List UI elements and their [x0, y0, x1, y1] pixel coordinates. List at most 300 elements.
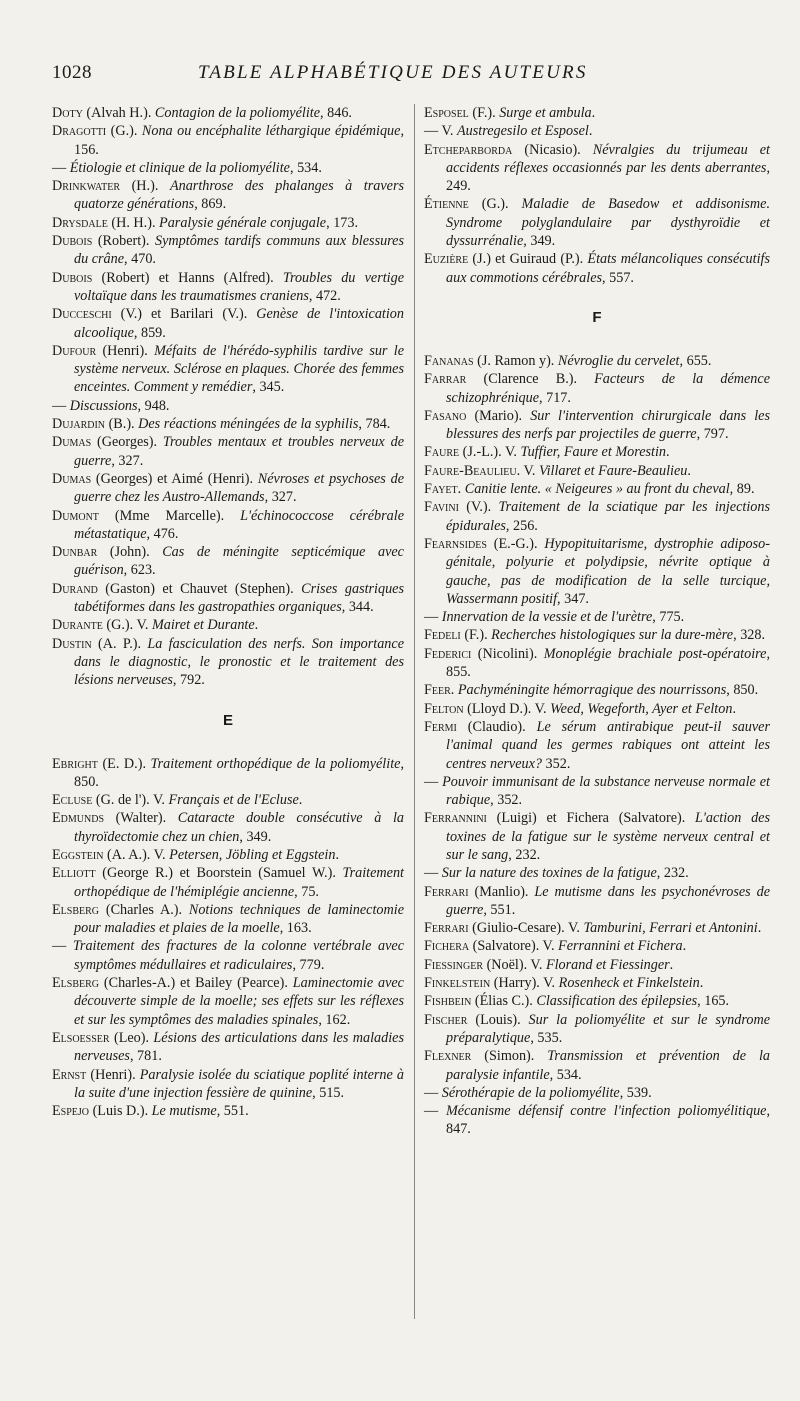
author-details: (Lloyd D.). V.: [463, 700, 551, 717]
index-entry: [52, 791, 404, 809]
work-title: Français et de l'Ecluse: [168, 792, 299, 809]
author-details: (George R.) et Boorstein (Samuel W.).: [95, 865, 343, 882]
author-details: V.: [438, 123, 457, 140]
author-details: (H. H.).: [107, 214, 160, 231]
work-title: Étiologie et clinique de la poliomyélite: [69, 159, 290, 176]
author-details: (G.).: [106, 123, 142, 140]
page-reference: .: [687, 462, 691, 479]
work-title: Cataracte double consécutive à la thyroïdectomie chez un chien: [74, 810, 404, 845]
author-name: Esposel: [424, 105, 469, 121]
work-title: Monoplégie brachiale post-opératoire: [543, 645, 767, 662]
author-name: Ducceschi: [52, 306, 112, 323]
author-name: Finkelstein: [424, 975, 491, 992]
author-details: (Luis D.).: [89, 1103, 152, 1120]
page-reference: , 156.: [74, 123, 404, 158]
page-reference: , 328.: [733, 627, 766, 644]
work-title: Innervation de la vessie et de l'urètre: [441, 609, 653, 626]
work-title: Rosenheck et Finkelstein: [558, 975, 700, 992]
work-title: Genèse de l'intoxication alcoolique: [74, 306, 404, 341]
index-entry: [424, 681, 770, 699]
page-reference: , 472.: [308, 287, 341, 304]
page-number: 1028: [52, 62, 92, 83]
author-details: (F.).: [468, 105, 500, 121]
author-name: —: [52, 397, 67, 414]
work-title: Sur l'intervention chirurgicale dans les blessures des nerfs par projectiles de guerre: [446, 407, 770, 443]
author-details: (H.).: [120, 178, 170, 195]
author-name: Elsberg: [52, 901, 100, 918]
author-details: (E.-G.).: [486, 535, 545, 552]
work-title: Florand et Fiessinger: [545, 956, 670, 973]
author-details: (Gaston) et Chauvet (Stephen).: [97, 580, 302, 597]
index-entry: [52, 269, 404, 306]
work-title: Classification des épilepsies: [536, 993, 698, 1010]
index-entry: [424, 141, 770, 196]
index-entry: [424, 937, 770, 955]
index-entry: [424, 104, 770, 122]
index-entry: [52, 755, 404, 792]
page-reference: , 784.: [358, 416, 391, 433]
author-name: Drinkwater: [52, 178, 121, 195]
author-details: .: [457, 481, 465, 498]
author-name: Felton: [424, 700, 464, 717]
index-entry: [424, 608, 770, 626]
author-details: (G.).: [468, 196, 522, 213]
index-entry: [52, 433, 404, 470]
author-name: Fayet: [424, 481, 458, 498]
author-name: Etcheparborda: [424, 141, 513, 158]
author-name: —: [424, 609, 439, 626]
author-name: —: [424, 123, 439, 140]
author-details: (B.).: [105, 416, 139, 433]
page-reference: , 775.: [652, 609, 685, 626]
author-details: (Louis).: [467, 1011, 529, 1028]
index-entry: [52, 507, 404, 544]
author-name: Drysdale: [52, 214, 108, 231]
index-entry: [424, 974, 770, 992]
author-details: (John).: [97, 544, 163, 561]
author-details: [66, 938, 73, 954]
index-entry: [424, 919, 770, 937]
index-entry: [424, 443, 770, 461]
page-reference: .: [666, 444, 670, 461]
index-entry: [52, 104, 404, 122]
page-reference: .: [757, 920, 762, 937]
author-details: (Noël). V.: [483, 956, 546, 973]
work-title: Névroses et psychoses de guerre chez les Austro-Allemands: [74, 470, 404, 506]
page-reference: .: [669, 956, 674, 973]
author-name: Favini: [424, 499, 459, 516]
page-reference: , 327.: [111, 452, 144, 469]
author-name: Fiessinger: [424, 956, 484, 973]
author-name: Ernst: [52, 1066, 87, 1083]
work-title: Transmission et prévention de la paralysie infantile: [446, 1048, 770, 1083]
work-title: Laminectomie avec découverte simple de la moelle; ses effets sur les réflexes et sur les symptômes des maladies spinales: [74, 975, 404, 1028]
author-details: (F.).: [460, 627, 492, 644]
author-name: Feer: [424, 682, 451, 699]
index-entry: [424, 1084, 770, 1102]
running-title: TABLE ALPHABÉTIQUE DES AUTEURS: [198, 62, 588, 83]
work-title: Surge et ambula: [499, 105, 592, 121]
index-entry: [52, 937, 404, 974]
work-title: Cas de méningite septicémique avec guérison: [74, 544, 404, 579]
right-column: [424, 104, 770, 1139]
author-details: (A. P.).: [91, 635, 148, 652]
work-title: Symptômes tardifs communs aux blessures du crâne: [74, 233, 404, 268]
page-reference: , 846.: [320, 105, 352, 121]
page-reference: , 855.: [446, 645, 770, 681]
work-title: Névroglie du cervelet: [557, 352, 680, 369]
author-name: Ecluse: [52, 792, 93, 809]
author-details: (Mario).: [466, 407, 531, 424]
author-name: Farrar: [424, 371, 467, 388]
index-entry: [52, 846, 404, 864]
author-details: (J. Ramon y).: [473, 352, 558, 369]
author-name: Dumont: [52, 507, 99, 524]
page-reference: , 515.: [312, 1084, 345, 1101]
page-reference: , 89.: [729, 481, 755, 498]
page-reference: , 165.: [697, 993, 730, 1010]
author-name: Edmunds: [52, 810, 105, 827]
index-entry: [52, 1029, 404, 1066]
author-details: (Georges).: [91, 434, 163, 451]
author-name: Dunbar: [52, 544, 98, 561]
author-details: (Simon).: [471, 1048, 548, 1065]
author-name: Fermi: [424, 718, 457, 735]
author-name: Elsoesser: [52, 1029, 110, 1046]
author-details: (J.) et Guiraud (P.).: [468, 251, 588, 268]
work-title: Mairet et Durante: [151, 617, 255, 634]
index-entry: [52, 470, 404, 507]
author-name: —: [424, 773, 439, 790]
work-title: États mélancoliques consécutifs aux commotions cérébrales: [446, 251, 770, 286]
author-name: Fedeli: [424, 627, 461, 644]
page-reference: , 349.: [239, 828, 272, 845]
index-entry: [52, 397, 404, 415]
work-title: Petersen, Jöbling et Eggstein: [169, 846, 336, 863]
page-reference: , 470.: [124, 251, 156, 268]
author-name: Fearnsides: [424, 535, 487, 552]
index-entry: [52, 342, 404, 397]
work-title: Traitement des fractures de la colonne vertébrale avec symptômes médullaires et radiculaires: [72, 938, 405, 973]
author-name: —: [52, 938, 67, 955]
page-reference: , 869.: [194, 196, 227, 213]
page-reference: , 779.: [292, 956, 325, 973]
author-details: (Charles-A.) et Bailey (Pearce).: [99, 975, 293, 992]
index-entry: [424, 626, 770, 644]
page-reference: , 345.: [252, 379, 285, 396]
index-entry: [52, 616, 404, 634]
page-reference: , 847.: [446, 1103, 771, 1138]
author-name: Faure: [424, 444, 460, 461]
author-name: Espejo: [52, 1103, 90, 1120]
page-reference: .: [254, 617, 259, 634]
page-reference: .: [588, 123, 593, 140]
author-details: (Henri).: [96, 342, 155, 359]
index-entry: [424, 122, 770, 140]
page-reference: , 539.: [619, 1084, 652, 1101]
author-details: (Manlio).: [468, 883, 535, 900]
author-details: (E. D.).: [97, 755, 151, 772]
work-title: Troubles du vertige voltaïque dans les traumatismes craniens: [74, 269, 404, 304]
author-details: (Alvah H.).: [82, 105, 155, 121]
work-title: Discussions: [69, 397, 138, 414]
author-details: (Robert) et Hanns (Alfred).: [92, 269, 283, 286]
author-name: Ferrari: [424, 883, 469, 900]
author-details: (Salvatore). V.: [469, 938, 559, 955]
page-reference: , 797.: [696, 426, 729, 443]
work-title: Névralgies du trijumeau et accidents réflexes occasionnés par les dents aberrantes: [446, 141, 770, 176]
page-reference: , 781.: [129, 1048, 162, 1065]
section-letter: F: [592, 308, 602, 326]
page-reference: , 476.: [146, 525, 179, 542]
author-details: (Henri).: [86, 1066, 140, 1083]
index-entry: [424, 864, 770, 882]
page-reference: , 173.: [326, 214, 359, 231]
work-title: Traitement orthopédique de la poliomyélite: [150, 755, 401, 772]
page-reference: , 859.: [133, 324, 166, 341]
page-reference: , 534.: [289, 159, 322, 176]
author-name: Federici: [424, 645, 472, 662]
author-name: Dustin: [52, 635, 92, 652]
author-name: Elsberg: [52, 975, 100, 992]
author-name: Fischer: [424, 1011, 468, 1028]
author-details: (Robert).: [92, 233, 156, 250]
work-title: Recherches histologiques sur la dure-mère: [491, 627, 734, 644]
index-entry: [52, 1066, 404, 1103]
work-title: La fasciculation des nerfs. Son importance dans le diagnostic, le pronostic et le traitement des lésions nerveuses: [74, 635, 404, 689]
page-reference: , 850.: [74, 755, 404, 790]
author-name: —: [424, 865, 439, 882]
index-entry: [424, 535, 770, 608]
page-reference: .: [732, 700, 736, 717]
author-name: Doty: [52, 105, 83, 121]
author-details: (Giulio-Cesare). V.: [468, 920, 584, 937]
index-entry: [424, 700, 770, 718]
page-reference: 352.: [541, 755, 571, 772]
work-title: Nona ou encéphalite léthargique épidémique: [141, 123, 401, 140]
author-name: Dragotti: [52, 123, 107, 140]
index-entry: [52, 974, 404, 1029]
index-entry: [424, 992, 770, 1010]
index-entry: [424, 407, 770, 444]
work-title: Maladie de Basedow et addisonisme. Syndrome polyglandulaire par dysthyroïdie et dyssurrénalie: [446, 196, 770, 250]
author-name: Dubois: [52, 269, 93, 286]
index-entry: [424, 809, 770, 864]
work-title: Le mutisme dans les psychonévroses de guerre: [446, 883, 770, 918]
author-details: (Élias C.).: [471, 993, 537, 1010]
author-name: Dumas: [52, 434, 92, 451]
index-entry: [52, 635, 404, 690]
page-reference: .: [591, 105, 596, 121]
author-name: —: [52, 159, 67, 176]
work-title: Weed, Wegeforth, Ayer et Felton: [550, 700, 733, 717]
page-reference: , 327.: [264, 489, 297, 506]
work-title: Paralysie isolée du sciatique poplité interne à la suite d'une injection fessière de quinine: [74, 1066, 404, 1101]
index-entry: [424, 480, 770, 498]
index-entry: [424, 1011, 770, 1048]
author-name: Dubois: [52, 233, 93, 250]
index-entry: [424, 1102, 770, 1139]
author-name: Flexner: [424, 1048, 472, 1065]
author-details: (Nicolini).: [471, 645, 544, 662]
page-reference: .: [699, 975, 704, 992]
page-reference: , 352.: [490, 792, 523, 809]
author-name: Ferrari: [424, 920, 469, 937]
page-reference: , 551.: [483, 901, 516, 918]
author-name: Faure-Beaulieu: [424, 462, 517, 479]
author-details: (Charles A.).: [99, 901, 189, 918]
page-reference: , 792.: [172, 672, 205, 689]
page-reference: , 551.: [216, 1103, 249, 1120]
index-entry: [52, 214, 404, 232]
page-reference: , 717.: [539, 389, 571, 406]
left-column: [52, 104, 404, 1120]
author-details: (Georges) et Aimé (Henri).: [91, 470, 258, 487]
index-entry: [424, 718, 770, 773]
author-name: —: [424, 1084, 439, 1101]
work-title: Sur la poliomyélite et sur le syndrome préparalytique: [446, 1011, 770, 1046]
author-name: Fananas: [424, 352, 474, 369]
work-title: Pachyméningite hémorragique des nourrissons: [457, 682, 727, 699]
column-divider: [414, 104, 415, 1319]
page-reference: , 349.: [523, 233, 556, 250]
work-title: Lésions des articulations dans les maladies nerveuses: [74, 1029, 404, 1065]
work-title: Le sérum antirabique peut-il sauver l'animal quand les germes rabiques ont atteint les centres nerveux?: [446, 718, 770, 772]
page-reference: , 344.: [341, 599, 374, 616]
work-title: Méfaits de l'hérédo-syphilis tardive sur le système nerveux. Sclérose en plaques. Chorée des femmes enceintes. Comment y remédier: [74, 342, 404, 396]
index-entry: [52, 159, 404, 177]
author-name: Dufour: [52, 342, 97, 359]
page-reference: , 232.: [656, 865, 689, 882]
index-entry: [52, 543, 404, 580]
work-title: Traitement de la sciatique par les injections épidurales: [446, 499, 770, 534]
page-reference: , 162.: [318, 1011, 351, 1028]
page-reference: , 249.: [446, 159, 770, 195]
work-title: Mécanisme défensif contre l'infection poliomyélitique: [445, 1103, 767, 1120]
page-reference: , 557.: [602, 269, 634, 286]
author-details: (Luigi) et Fichera (Salvatore).: [486, 810, 695, 827]
author-name: Euzière: [424, 251, 469, 268]
author-name: —: [424, 1103, 439, 1120]
index-entry: [424, 370, 770, 407]
work-title: Sur la nature des toxines de la fatigue: [441, 865, 657, 882]
work-title: Notions techniques de laminectomie pour maladies et plaies de la moelle: [74, 901, 404, 937]
index-entry: [52, 415, 404, 433]
page-reference: .: [682, 938, 687, 955]
page-reference: , 75.: [294, 883, 319, 900]
author-name: Ebright: [52, 755, 98, 772]
index-entry: [52, 1102, 404, 1120]
index-entry: [52, 122, 404, 159]
work-title: Paralysie générale conjugale: [159, 214, 327, 231]
author-name: Dumas: [52, 470, 92, 487]
work-title: Hypopituitarisme, dystrophie adiposo-génitale, polyurie et polydipsie, névrite optique à gauche, pas de modification de la selle turcique, Wassermann positif: [446, 535, 770, 607]
page-reference: , 232.: [508, 846, 541, 863]
author-details: . V.: [516, 462, 539, 479]
author-details: (Claudio).: [456, 718, 537, 735]
work-title: Sérothérapie de la poliomyélite: [441, 1084, 620, 1101]
author-details: (A. A.). V.: [103, 846, 170, 863]
work-title: Troubles mentaux et troubles nerveux de guerre: [74, 434, 404, 469]
author-details: (Nicasio).: [512, 141, 593, 158]
work-title: L'action des toxines de la fatigue sur le système nerveux central et sur le sang: [446, 810, 770, 863]
index-entry: [424, 352, 770, 370]
page-reference: , 534.: [549, 1066, 582, 1083]
index-entry: [424, 645, 770, 682]
index-entry: [52, 809, 404, 846]
index-entry: [52, 580, 404, 617]
author-name: Eggstein: [52, 846, 104, 863]
index-entry: [424, 195, 770, 250]
page-reference: , 535.: [530, 1029, 563, 1046]
page-reference: .: [335, 846, 339, 863]
author-name: Durante: [52, 617, 103, 634]
author-name: Ferrannini: [424, 810, 487, 827]
author-details: [438, 1103, 446, 1119]
author-name: Fichera: [424, 938, 470, 955]
page-reference: , 655.: [679, 352, 712, 369]
section-letter: E: [222, 711, 233, 729]
author-details: (V.) et Barilari (V.).: [111, 306, 257, 323]
work-title: Anarthrose des phalanges à travers quatorze générations: [74, 178, 404, 213]
page-reference: , 948.: [137, 397, 170, 414]
work-title: Des réactions méningées de la syphilis: [138, 416, 359, 433]
author-details: (Leo).: [109, 1029, 154, 1046]
author-name: Fasano: [424, 407, 467, 424]
index-entry: [424, 462, 770, 480]
work-title: L'échinococcose cérébrale métastatique: [74, 507, 405, 542]
page-reference: , 256.: [505, 517, 538, 534]
page-reference: .: [298, 792, 303, 809]
page-reference: , 347.: [557, 590, 589, 607]
author-name: Dujardin: [52, 416, 106, 433]
work-title: Crises gastriques tabétiformes dans les gastropathies organiques: [74, 580, 404, 616]
author-details: (Walter).: [104, 810, 178, 827]
index-entry: [424, 1047, 770, 1084]
index-entry: [424, 883, 770, 920]
author-details: (G.). V.: [102, 617, 152, 634]
index-entry: [424, 250, 770, 287]
work-title: Villaret et Faure-Beaulieu: [538, 462, 688, 479]
work-title: Tamburini, Ferrari et Antonini: [583, 920, 758, 937]
author-details: (Mme Marcelle).: [98, 507, 241, 524]
index-entry: [52, 305, 404, 342]
page-reference: , 623.: [123, 562, 156, 579]
index-entry: [52, 864, 404, 901]
index-entry: [424, 773, 770, 810]
author-details: (Harry). V.: [490, 975, 559, 992]
work-title: Pouvoir immunisant de la substance nerveuse normale et rabique: [442, 773, 771, 809]
work-title: Facteurs de la démence schizophrénique: [446, 371, 770, 406]
author-details: (V.).: [458, 499, 499, 516]
index-entry: [52, 901, 404, 938]
page-reference: , 163.: [279, 920, 312, 937]
index-entry: [52, 177, 404, 214]
author-name: Durand: [52, 580, 98, 597]
index-entry: [424, 498, 770, 535]
work-title: Tuffier, Faure et Morestin: [520, 444, 667, 461]
author-name: Étienne: [424, 196, 469, 213]
work-title: Traitement orthopédique de l'hémiplégie ancienne: [74, 865, 404, 900]
work-title: Canitie lente. « Neigeures » au front du cheval: [464, 481, 730, 498]
author-name: Elliott: [52, 865, 96, 882]
author-name: Fishbein: [424, 993, 472, 1010]
author-details: .: [450, 682, 458, 699]
work-title: Le mutisme: [151, 1103, 217, 1120]
index-entry: [52, 232, 404, 269]
author-details: (G. de l'). V.: [92, 792, 169, 809]
work-title: Ferrannini et Fichera: [558, 938, 683, 955]
